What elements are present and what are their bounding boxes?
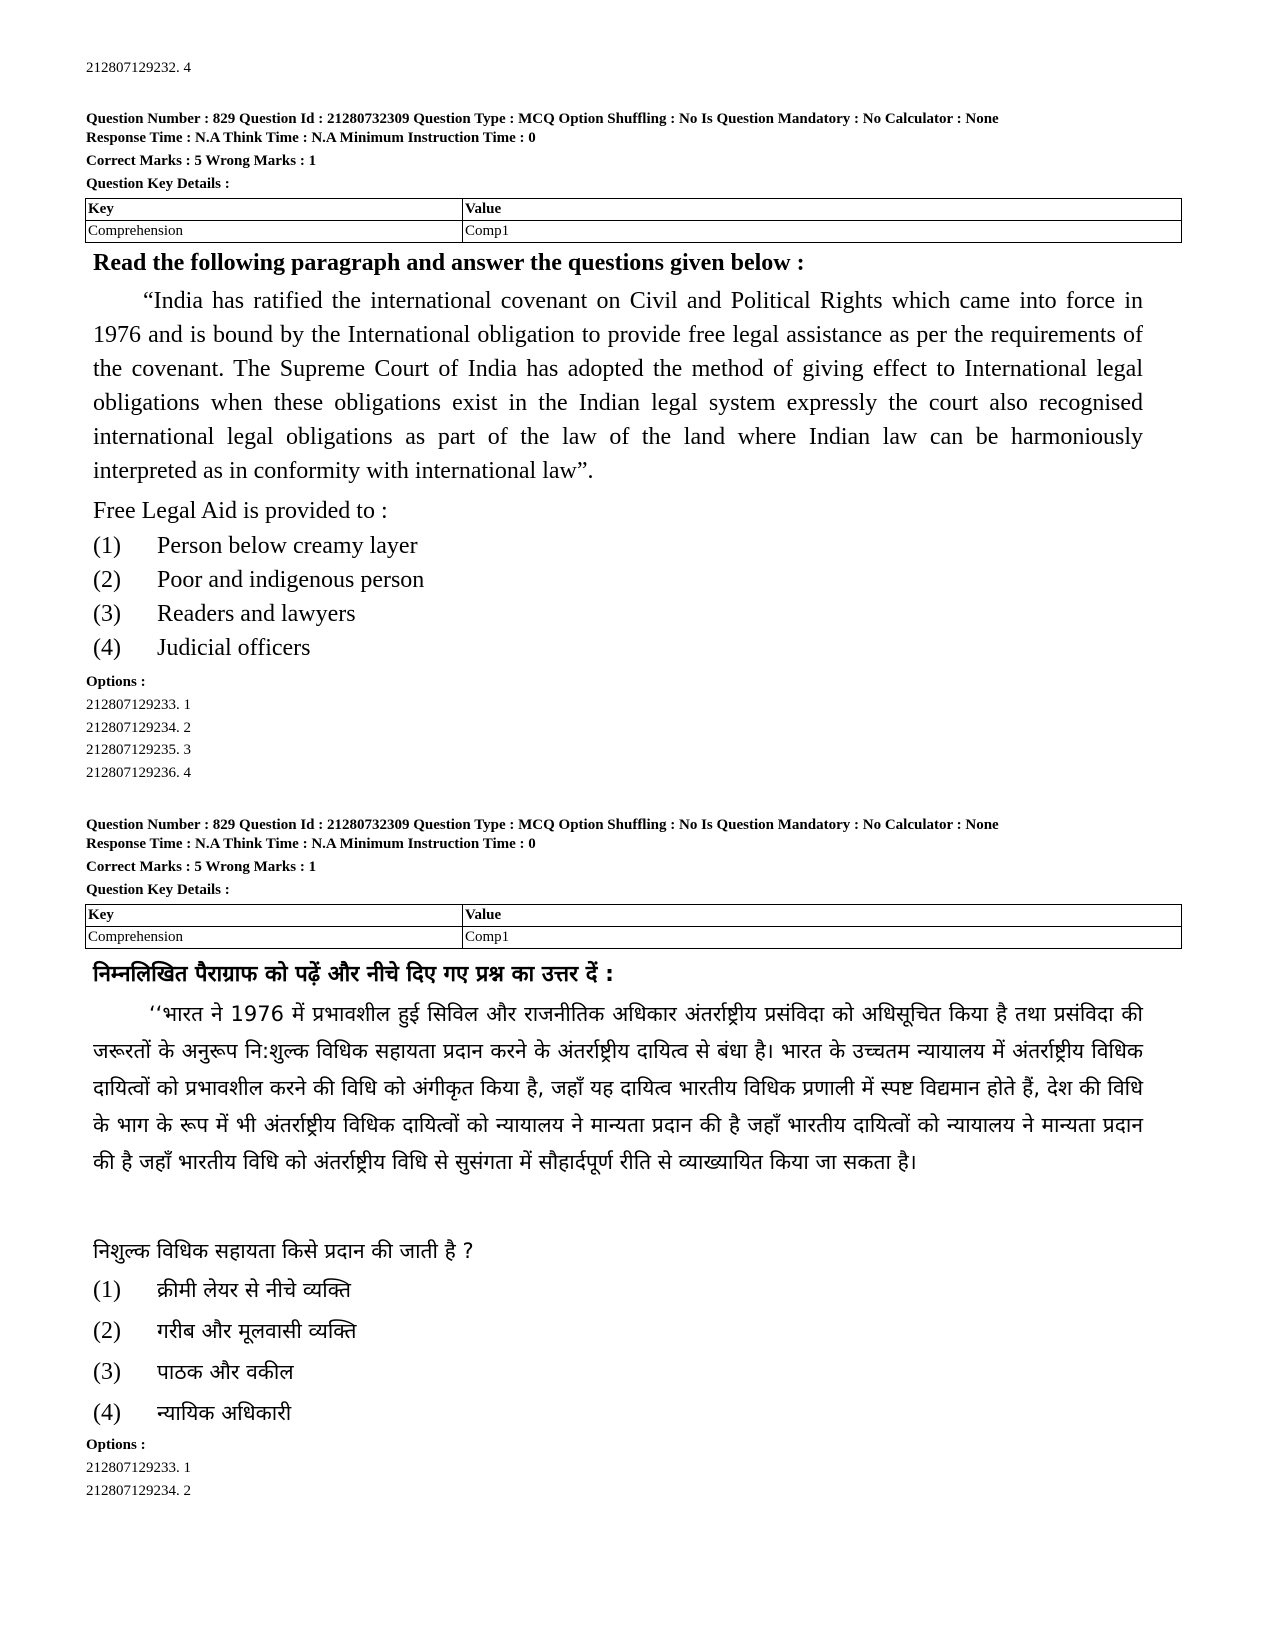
question-marks: Correct Marks : 5 Wrong Marks : 1 [86,859,317,875]
question-meta-line1: Question Number : 829 Question Id : 21280732309 Question Type : MCQ Option Shuffling : No Is Question Mandatory : No Calculator : None [86,817,999,833]
key-table-row [86,221,1182,243]
choice-item [93,529,424,563]
choice-text: न्यायिक अधिकारी [157,1401,292,1425]
comprehension-heading: निम्नलिखित पैराग्राफ को पढ़ें और नीचे दिए गए प्रश्न का उत्तर दें : [93,962,614,987]
key-cell: Comprehension [86,927,463,949]
choice-item [93,1393,357,1434]
choice-number: (4) [93,635,121,661]
choice-item [93,597,424,631]
option-id: 212807129234. 2 [86,719,191,736]
option-id: 212807129234. 2 [86,1482,191,1499]
option-ids-list [86,694,191,784]
option-id: 212807129233. 1 [86,697,191,713]
question-meta-line2: Response Time : N.A Think Time : N.A Minimum Instruction Time : 0 [86,130,536,146]
choice-number: (3) [93,1359,121,1385]
choices-list [93,529,424,665]
choice-item [93,563,424,597]
choice-text: गरीब और मूलवासी व्यक्ति [157,1319,357,1343]
question-meta-line1: Question Number : 829 Question Id : 21280732309 Question Type : MCQ Option Shuffling : No Is Question Mandatory : No Calculator : None [86,111,999,127]
choice-number: (2) [93,567,121,593]
key-table-row [86,927,1182,949]
option-id: 212807129233. 1 [86,1460,191,1476]
question-key-details-label: Question Key Details : [86,176,230,192]
key-table-header-row [86,905,1182,927]
choice-text: Poor and indigenous person [157,567,425,593]
options-label: Options : [86,1437,146,1453]
comprehension-paragraph: ‘‘भारत ने 1976 में प्रभावशील हुई सिविल और राजनीतिक अधिकार अंतर्राष्ट्रीय प्रसंविदा को अधिसूचित किया है तथा प्रसंविदा की जरूरतों के अनुरूप नि:शुल्क विधिक सहायता प्रदान करने के अंतर्राष्ट्रीय दायित्व से बंधा है। भारत के उच्चतम न्यायालय में अंतर्राष्ट्रीय विधिक दायित्वों को प्रभावशील करने की विधि को अंगीकृत किया है, जहाँ यह दायित्व भारतीय विधिक प्रणाली में स्पष्ट विद्यमान होते हैं, देश की विधि के भाग के रूप में भी अंतर्राष्ट्रीय विधिक दायित्वों को न्यायालय ने मान्यता प्रदान की है जहाँ भारतीय दायित्वों को न्यायालय ने मान्यता प्रदान की है जहाँ भारतीय विधि को अंतर्राष्ट्रीय विधि से सुसंगता में सौहार्दपूर्ण रीति से व्याख्यायित किया जा सकता है। [93,1002,1143,1174]
question-key-table [85,904,1182,949]
choices-list [93,1270,357,1434]
question-text: Free Legal Aid is provided to : [93,498,388,524]
option-id: 212807129236. 4 [86,764,191,781]
comprehension-paragraph: “India has ratified the international covenant on Civil and Political Rights which came into force in 1976 and is bound by the International obligation to provide free legal assistance as per the requirements of the covenant. The Supreme Court of India has adopted the method of giving effect to International legal obligations when these obligations exist in the Indian legal system expressly the court also recognised international legal obligations as part of the law of the land where Indian law can be harmoniously interpreted as in conformity with international law”. [93,288,1143,484]
key-header: Key [86,905,463,927]
choice-text: पाठक और वकील [157,1360,294,1384]
value-cell: Comp1 [463,927,1182,949]
question-meta-line2: Response Time : N.A Think Time : N.A Minimum Instruction Time : 0 [86,836,536,852]
key-cell: Comprehension [86,221,463,243]
choice-text: Judicial officers [157,635,311,661]
choice-text: Person below creamy layer [157,533,418,559]
options-label: Options : [86,674,146,690]
key-table-header-row [86,199,1182,221]
choice-number: (3) [93,601,121,627]
choice-text: क्रीमी लेयर से नीचे व्यक्ति [157,1278,351,1302]
choice-number: (4) [93,1400,121,1426]
option-ids-list [86,1457,191,1502]
header-id: 212807129232. 4 [86,60,191,76]
key-header: Key [86,199,463,221]
option-id: 212807129235. 3 [86,742,191,758]
value-cell: Comp1 [463,221,1182,243]
question-key-table [85,198,1182,243]
value-header: Value [463,905,1182,927]
question-key-details-label: Question Key Details : [86,882,230,898]
choice-item [93,1311,357,1352]
question-marks: Correct Marks : 5 Wrong Marks : 1 [86,153,317,169]
choice-item [93,1270,357,1311]
choice-number: (2) [93,1318,121,1344]
choice-number: (1) [93,533,121,559]
choice-text: Readers and lawyers [157,601,356,627]
choice-item [93,1352,357,1393]
comprehension-heading: Read the following paragraph and answer the questions given below : [93,250,805,276]
choice-number: (1) [93,1277,121,1303]
value-header: Value [463,199,1182,221]
question-text: निशुल्क विधिक सहायता किसे प्रदान की जाती है ? [93,1239,474,1263]
choice-item [93,631,424,665]
